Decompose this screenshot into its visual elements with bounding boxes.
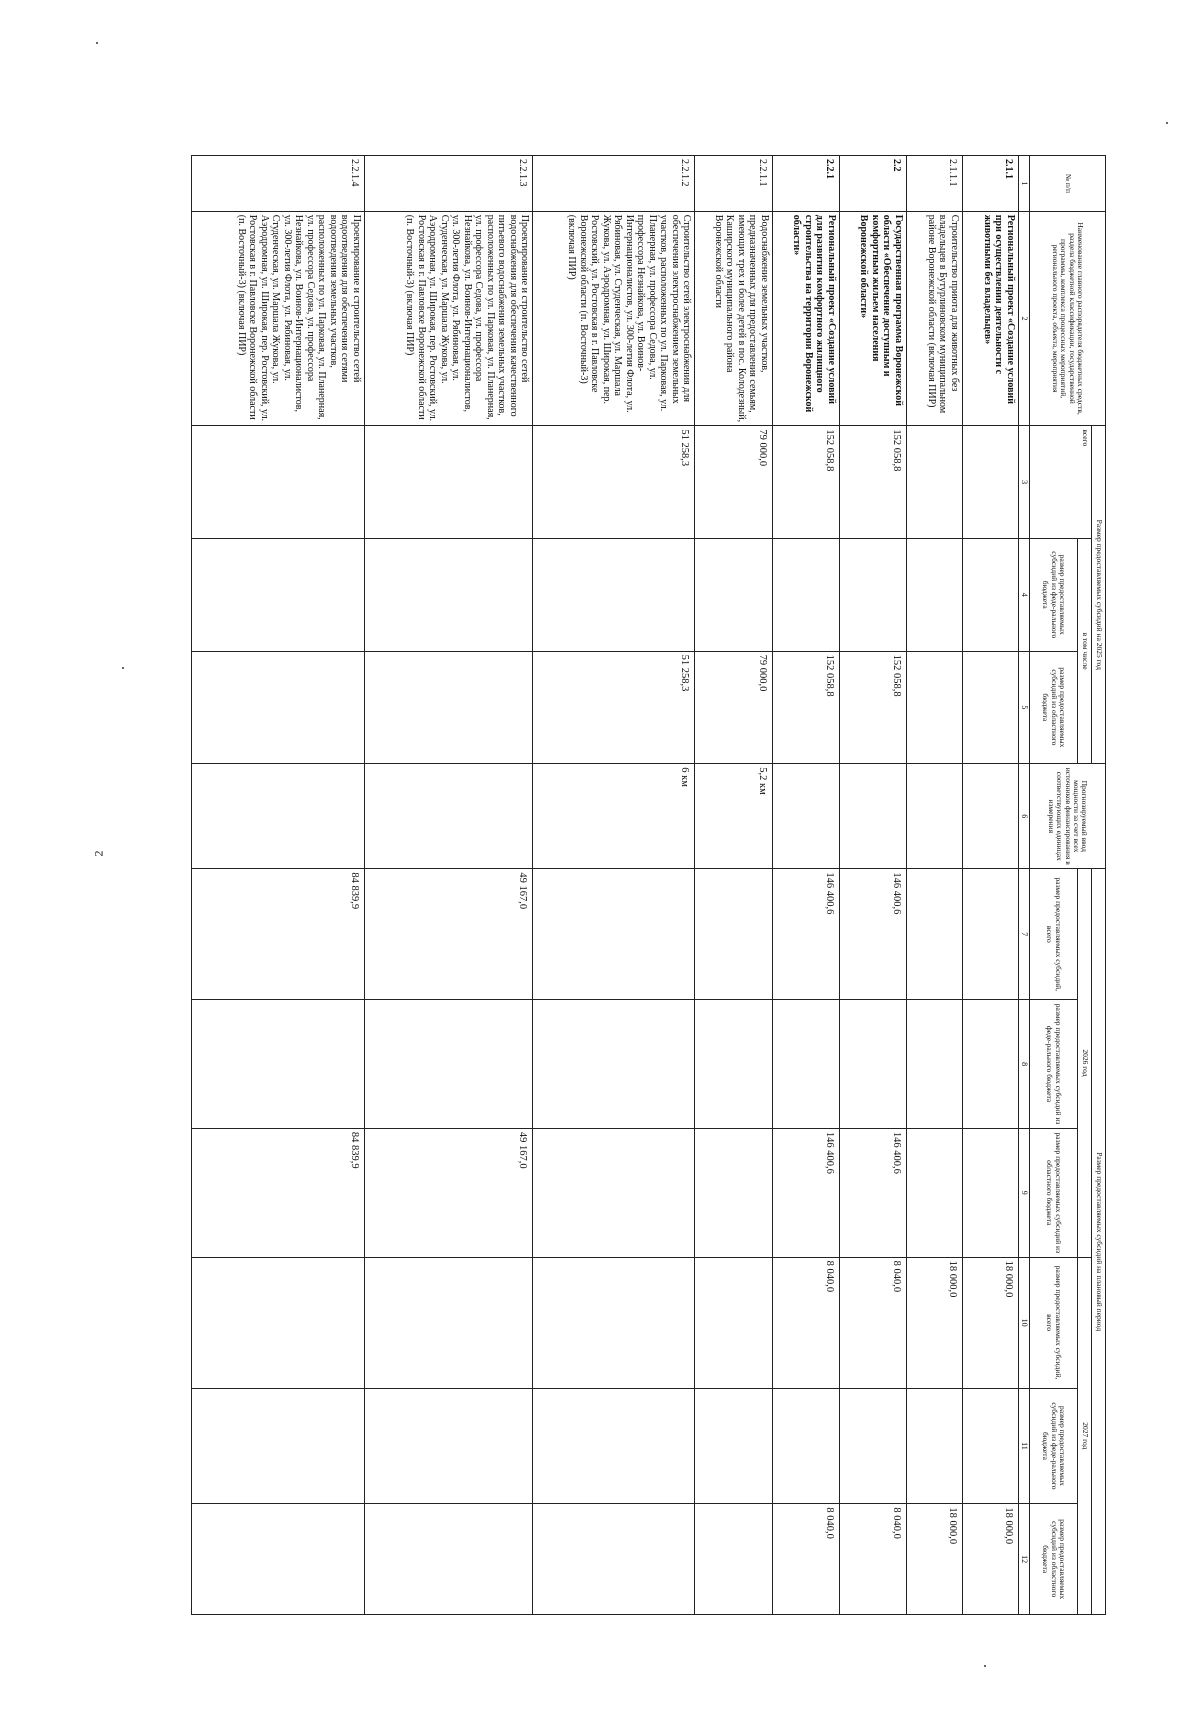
- cell-c3: [364, 426, 532, 539]
- header-year-2026: 2026 год: [1078, 869, 1092, 1257]
- header-year-2027: 2027 год: [1078, 1257, 1092, 1614]
- cell-c9: 146 400,6: [839, 1128, 906, 1257]
- cell-c6: [839, 764, 906, 869]
- cell-c5: 51 258,3: [533, 651, 695, 764]
- cell-c12: 18 000,0: [962, 1504, 1018, 1615]
- cell-c8: [364, 1000, 532, 1129]
- cell-c11: [533, 1388, 695, 1504]
- cell-c5: 152 058,8: [772, 651, 839, 764]
- header-regional-2025: размер предоставляемых субсидий из областного бюджета: [1030, 651, 1078, 764]
- cell-c7: 84 839,9: [192, 869, 365, 1000]
- cell-c9: 84 839,9: [192, 1128, 365, 1257]
- scan-speck: [122, 667, 124, 669]
- row-name: Проектирование и строительство сетей водоснабжения для обеспечения качественного питьевого водоснабжения земельных участков, расположенных по ул. Парковая, ул. Планерная, ул. профессора Седова, ул. профессора Незнайкова, ул. Воинов-Интернационалистов, ул. 300-летия Флота, ул. Рябиновая, ул. Студенческая, ул. Маршала Жукова, ул. Аэродромная, ул. Широкая, пер. Ростовский, ул. Ростовская в г. Павловске Воронежской области (п. Восточный-3) (включая ПИР): [364, 211, 532, 426]
- cell-c7: 146 400,6: [839, 869, 906, 1000]
- cell-c10: 8 040,0: [839, 1257, 906, 1388]
- cell-c3: 152 058,8: [772, 426, 839, 539]
- column-number: 3: [1019, 426, 1030, 539]
- cell-c4: [364, 538, 532, 651]
- subsidies-table: [191, 155, 1106, 1615]
- cell-c8: [533, 1000, 695, 1129]
- page-number: 2: [91, 850, 106, 857]
- cell-c9: [962, 1128, 1018, 1257]
- header-total-2026: размер предоставляемых субсидий, всего: [1030, 869, 1078, 1000]
- cell-c12: [364, 1504, 532, 1615]
- column-number: 11: [1019, 1388, 1030, 1504]
- column-numbers-row: [1019, 156, 1030, 1615]
- cell-c6: 5,2 км: [695, 764, 773, 869]
- cell-c11: [695, 1388, 773, 1504]
- header-capacity: Прогнозируемый ввод мощности за счет всех источников финансирования в соответствующих единицах измерения: [1030, 764, 1106, 869]
- header-regional-2027: размер предоставляемых субсидий из областного бюджета: [1030, 1504, 1078, 1615]
- table-row: [772, 156, 839, 1615]
- column-number: 12: [1019, 1504, 1030, 1615]
- row-name: Региональный проект «Создание условий для развития комфортного жилищного строительства на территории Воронежской области»: [772, 211, 839, 426]
- cell-c3: [192, 426, 365, 539]
- header-federal-2026: размер предоставляемых субсидий из феде-рального бюджета: [1030, 1000, 1078, 1129]
- row-number: 2.2.1.2: [533, 156, 695, 212]
- cell-c5: [962, 651, 1018, 764]
- row-number: 2.2: [839, 156, 906, 212]
- cell-c10: [695, 1257, 773, 1388]
- cell-c11: [192, 1388, 365, 1504]
- cell-c12: [192, 1504, 365, 1615]
- row-number: 2.2.1.3: [364, 156, 532, 212]
- cell-c7: [533, 869, 695, 1000]
- row-name: Государственная программа Воронежской области «Обеспечение доступным и комфортным жильем населения Воронежской области»: [839, 211, 906, 426]
- cell-c7: 49 167,0: [364, 869, 532, 1000]
- cell-c6: [906, 764, 962, 869]
- cell-c8: [772, 1000, 839, 1129]
- table-row: [906, 156, 962, 1615]
- scan-speck: [984, 1665, 986, 1667]
- row-name: Строительство сетей электроснабжения для обеспечения электроснабжением земельных участков, расположенных по ул. Парковая, ул. Планерная, ул. профессора Седова, ул. профессора Незнайкова, ул. Воинов-Интернационалистов, ул. 300-летия Флота, ул. Рябиновая, ул. Студенческая, ул. Маршала Жукова, ул. Аэродромная, ул. Широкая, пер. Ростовский, ул. Ростовская в г. Павловске Воронежской области (п. Восточный-3) (включая ПИР): [533, 211, 695, 426]
- cell-c5: [906, 651, 962, 764]
- cell-c4: [533, 538, 695, 651]
- table-row: [192, 156, 365, 1615]
- cell-c6: [192, 764, 365, 869]
- cell-c8: [962, 1000, 1018, 1129]
- row-name: Проектирование и строительство сетей водоотведения для обеспечения сетями водоотведения земельных участков, расположенных по ул. Парковая, ул. Планерная, ул. профессора Седова, ул. профессора Незнайкова, ул. Воинов-Интернационалистов, ул. 300-летия Флота, ул. Рябиновая, ул. Студенческая, ул. Маршала Жукова, ул. Аэродромная, ул. Широкая, пер. Ростовский, ул. Ростовская в г. Павловске Воронежской области (п. Восточный-3) (включая ПИР): [192, 211, 365, 426]
- row-name: Строительство приюта для животных без владельцев в Бутурлиновском муниципальном районе Воронежской области (включая ПИР): [906, 211, 962, 426]
- cell-c10: [192, 1257, 365, 1388]
- row-name: Региональный проект «Создание условий при осуществлении деятельности с животными без владельцев»: [962, 211, 1018, 426]
- row-number: 2.2.1: [772, 156, 839, 212]
- cell-c6: [772, 764, 839, 869]
- column-number: 9: [1019, 1128, 1030, 1257]
- cell-c4: [839, 538, 906, 651]
- cell-c4: [962, 538, 1018, 651]
- cell-c4: [192, 538, 365, 651]
- header-total-2027: размер предоставляемых субсидий, всего: [1030, 1257, 1078, 1388]
- scan-speck: [1166, 122, 1168, 124]
- row-name: Водоснабжение земельных участков, предназначенных для предоставления семьям, имеющих трех и более детей в пос. Колодезный, Каширского муниципального района Воронежской области: [695, 211, 773, 426]
- cell-c7: [695, 869, 773, 1000]
- column-number: 2: [1019, 211, 1030, 426]
- header-regional-2026: размер предоставляемых субсидий из областного бюджета: [1030, 1128, 1078, 1257]
- cell-c4: [695, 538, 773, 651]
- scan-speck: [96, 42, 98, 44]
- cell-c10: [533, 1257, 695, 1388]
- header-federal-2027: размер предоставляемых субсидий из феде-рального бюджета: [1030, 1388, 1078, 1504]
- header-planning-period: Размер предоставляемых субсидий на плановый период: [1092, 869, 1106, 1615]
- cell-c10: 8 040,0: [772, 1257, 839, 1388]
- cell-c9: 146 400,6: [772, 1128, 839, 1257]
- cell-c5: [364, 651, 532, 764]
- table-row: [839, 156, 906, 1615]
- cell-c3: [962, 426, 1018, 539]
- header-including: в том числе: [1078, 538, 1092, 763]
- cell-c7: [962, 869, 1018, 1000]
- cell-c9: [533, 1128, 695, 1257]
- column-number: 8: [1019, 1000, 1030, 1129]
- cell-c11: [772, 1388, 839, 1504]
- column-number: 7: [1019, 869, 1030, 1000]
- rotated-table-container: [191, 155, 1106, 1615]
- cell-c3: 51 258,3: [533, 426, 695, 539]
- column-number: 10: [1019, 1257, 1030, 1388]
- table-row: [364, 156, 532, 1615]
- cell-c6: [364, 764, 532, 869]
- header-row-no: № п/п: [1030, 156, 1106, 212]
- table-row: [533, 156, 695, 1615]
- header-federal-2025: размер предоставляемых субсидий из феде-рального бюджета: [1030, 538, 1078, 651]
- cell-c4: [772, 538, 839, 651]
- row-number: 2.2.1.4: [192, 156, 365, 212]
- cell-c5: 79 000,0: [695, 651, 773, 764]
- cell-c8: [192, 1000, 365, 1129]
- column-number: 6: [1019, 764, 1030, 869]
- cell-c10: [364, 1257, 532, 1388]
- cell-c3: 79 000,0: [695, 426, 773, 539]
- table-body: [192, 156, 1019, 1615]
- cell-c12: 8 040,0: [839, 1504, 906, 1615]
- table-row: [695, 156, 773, 1615]
- column-number: 5: [1019, 651, 1030, 764]
- cell-c12: 8 040,0: [772, 1504, 839, 1615]
- cell-c10: 18 000,0: [906, 1257, 962, 1388]
- header-subsidies-2025: Размер предоставляемых субсидий на 2025 год: [1092, 426, 1106, 764]
- row-number: 2.2.1.1: [695, 156, 773, 212]
- cell-c11: [906, 1388, 962, 1504]
- header-total: всего: [1030, 426, 1092, 539]
- cell-c8: [906, 1000, 962, 1129]
- cell-c8: [695, 1000, 773, 1129]
- cell-c12: [533, 1504, 695, 1615]
- cell-c11: [839, 1388, 906, 1504]
- cell-c9: 49 167,0: [364, 1128, 532, 1257]
- column-number: 1: [1019, 156, 1030, 212]
- cell-c3: [906, 426, 962, 539]
- header-name: Наименование главного распорядителя бюджетных средств, раздела бюджетной классификации, государственной программы, комплекса процессных мероприятий, регионального проекта, объекта, мероприятия: [1030, 211, 1106, 426]
- cell-c8: [839, 1000, 906, 1129]
- cell-c4: [906, 538, 962, 651]
- row-number: 2.1.1.1: [906, 156, 962, 212]
- column-number: 4: [1019, 538, 1030, 651]
- cell-c11: [962, 1388, 1018, 1504]
- cell-c9: [906, 1128, 962, 1257]
- row-number: 2.1.1: [962, 156, 1018, 212]
- cell-c12: [695, 1504, 773, 1615]
- cell-c10: 18 000,0: [962, 1257, 1018, 1388]
- cell-c7: 146 400,6: [772, 869, 839, 1000]
- cell-c11: [364, 1388, 532, 1504]
- cell-c6: 6 км: [533, 764, 695, 869]
- cell-c3: 152 058,8: [839, 426, 906, 539]
- cell-c5: 152 058,8: [839, 651, 906, 764]
- cell-c6: [962, 764, 1018, 869]
- cell-c9: [695, 1128, 773, 1257]
- table-row: [962, 156, 1018, 1615]
- cell-c5: [192, 651, 365, 764]
- cell-c12: 18 000,0: [906, 1504, 962, 1615]
- cell-c7: [906, 869, 962, 1000]
